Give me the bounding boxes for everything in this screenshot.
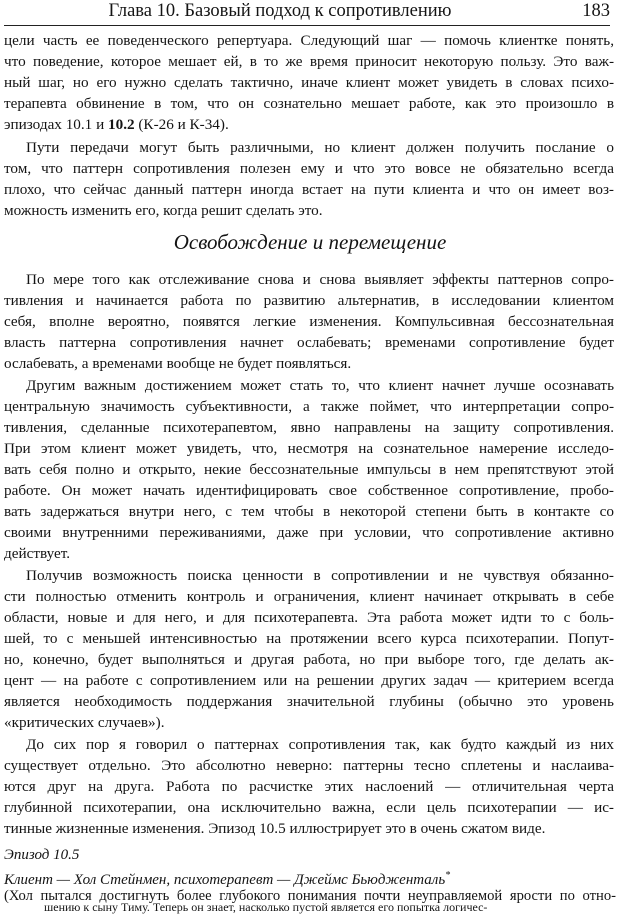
para1-line: терапевта обвинение в том, что он сознательно мешает работе, как это произошло в — [4, 95, 614, 112]
para6-line: тинные жизненные изменения. Эпизод 10.5 иллюстрирует это в очень сжатом виде. — [4, 820, 546, 837]
para1-line: ный шаг, но его нужно сделать тактично, иначе клиент может увидеть в словах психо- — [4, 74, 614, 91]
para4-line: вать себя полно и открыто, некие бессознательные импульсы в нем препятствуют этой — [4, 461, 614, 478]
para5-line: является необходимость поддержания значительной глубины (обычно это уровень — [4, 693, 614, 710]
para5-line: но, конечно, будет выполняться и другая работа, но при выборе того, где делать ак- — [4, 651, 614, 668]
chapter-title: Глава 10. Базовый подход к сопротивлению — [108, 1, 452, 21]
para3-line: себя, вполне вероятно, появятся легкие изменения. Компульсивная бессознательная — [4, 313, 614, 330]
para3-line: ослабевать, а временами вообще не будет появляться. — [4, 355, 352, 372]
section-title: Освобождение и перемещение — [173, 230, 447, 254]
para3-line: власть паттерна сопротивления начнет ослабевать; временами сопротивление будет — [4, 334, 614, 351]
episode-ref-bold: 10.2 — [108, 116, 135, 133]
para2-line: Пути передачи могут быть различными, но клиент должен получить послание о — [26, 139, 614, 156]
page-number: 183 — [582, 1, 610, 21]
para6-line: До сих пор я говорил о паттернах сопротивления так, как будто каждый из них — [26, 736, 614, 753]
para5-line: области, новые и для него, и для психотерапевта. Эта работа может идти то с боль- — [4, 609, 614, 626]
stage-direction-line: (Хол пытался достигнуть более глубокого понимания почти неуправляемой ярости по отно- — [4, 888, 616, 904]
para1-last-post: (К-26 и К-34). — [134, 116, 229, 133]
cast-footnote-mark: * — [445, 870, 451, 881]
episode-cast: Клиент — Хол Стейнмен, психотерапевт — Джеймс Бьюдженталь* — [4, 870, 451, 888]
para6-line: ются друг на друга. Работа по расчистке этих наслоений — отличительная черта — [4, 778, 614, 795]
para4-line: работе. Он может начать идентифицировать свое собственное сопротивление, пробо- — [4, 482, 614, 499]
para1-line: что поведение, которое мешает ей, в то же время приносит некоторую пользу. Это важ- — [4, 53, 614, 70]
para5-line: сти полностью отменить контроль и ограничения, клиент начинает открывать в себе — [4, 588, 614, 605]
para5-line: цент — на работе с сопротивлением или на решении других задач — критерием всегда — [4, 672, 614, 689]
para4-line: Другим важным достижением может стать то, что клиент начнет лучше осознавать — [26, 377, 614, 394]
episode-heading: Эпизод 10.5 — [4, 847, 80, 863]
para4-line: тивления, сделанные психотерапевтом, явно направлены на защиту сопротивления. — [4, 419, 614, 436]
para4-line: центральную значимость субъективности, а также поймет, что интерпретации сопро- — [4, 398, 614, 415]
para2-line: можность изменить его, когда решит сделать это. — [4, 202, 323, 219]
para6-line: существует отдельно. Это абсолютно неверно: паттерны тесно сплетены и наслаива- — [4, 757, 614, 774]
para5-line: Получив возможность поиска ценности в сопротивлении и не чувствуя обязанно- — [26, 567, 614, 584]
para4-line: своими внутренними переживаниями, даже при условии, что сопротивление активно — [4, 524, 614, 541]
para5-line: шей, то с меньшей интенсивностью на протяжении всего курса психотерапии. Попут- — [4, 630, 614, 647]
para5-line: «критических случаев»). — [4, 714, 165, 731]
para2-line: том, что паттерн сопротивления полезен ему и что это вовсе не обязательно всегда — [4, 160, 614, 177]
para3-line: тивления и начинается работа по развитию альтернатив, в исследовании клиентом — [4, 292, 614, 309]
para4-line: При этом клиент может увидеть, что, несмотря на сознательное намерение исследо- — [4, 440, 614, 457]
para4-line: вать задержаться внутри него, с тем чтобы в некоторой степени быть в контакте со — [4, 503, 614, 520]
para6-line: глубинной психотерапии, она исключительно важна, если цель психотерапии — ис- — [4, 799, 614, 816]
para3-line: По мере того как отслеживание снова и снова выявляет эффекты паттернов сопро- — [26, 271, 614, 288]
para1-line: цели часть ее поведенческого репертуара. Следующий шаг — помочь клиентке понять, — [4, 32, 614, 49]
para2-line: плохо, что сейчас данный паттерн иногда встает на пути клиента и что он имеет воз- — [4, 181, 614, 198]
para1-last-pre: эпизодах 10.1 и — [4, 116, 108, 133]
stage-direction-line: шению к сыну Тиму. Теперь он знает, насколько пустой является его попытка логичес- — [44, 900, 488, 914]
para4-line: действует. — [4, 545, 71, 562]
